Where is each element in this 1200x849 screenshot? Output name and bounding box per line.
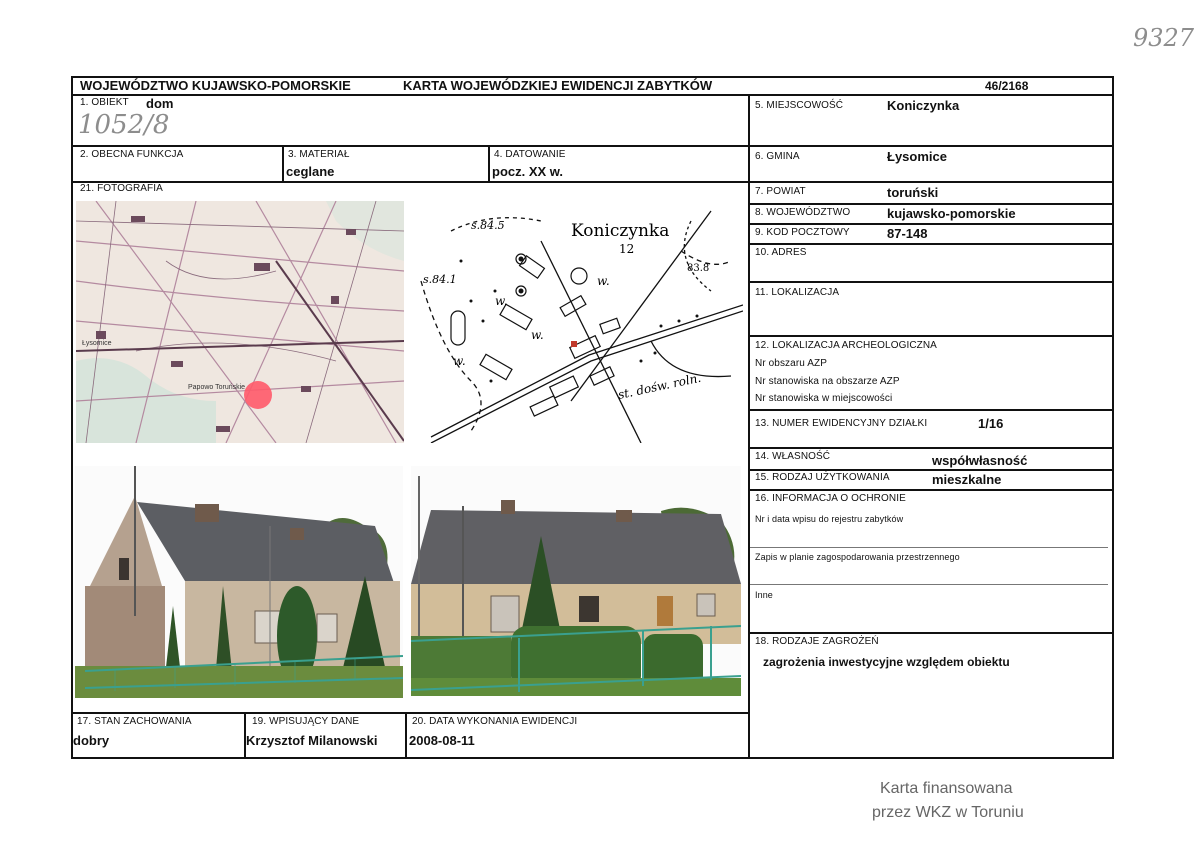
sketch-map (411, 201, 743, 443)
field-19-value: Krzysztof Milanowski (246, 733, 378, 748)
field-16-label: 16. INFORMACJA O OCHRONIE (755, 493, 906, 504)
sketch-title: Koniczynka (571, 221, 670, 241)
field-17-label: 17. STAN ZACHOWANIA (77, 716, 192, 727)
sketch-number: 12 (619, 242, 635, 256)
field-12-label: 12. LOKALIZACJA ARCHEOLOGICZNA (755, 340, 937, 351)
sketch-label-w2: w. (597, 274, 610, 288)
sketch-label-station: st. dośw. roln. (616, 370, 703, 402)
field-1-label: 1. OBIEKT (80, 97, 129, 108)
field-13-value: 1/16 (978, 416, 1004, 431)
field-17-value: dobry (73, 733, 110, 748)
field-14-value: współwłasność (932, 453, 1028, 468)
house-photo-front (411, 466, 741, 696)
field-12-azp-site: Nr stanowiska na obszarze AZP (755, 376, 900, 387)
field-5-value: Koniczynka (887, 98, 960, 113)
house-photo-side-drawing (75, 466, 403, 698)
field-18-threats (748, 632, 1114, 759)
topo-label-papowo: Papowo Toruńskie (188, 384, 246, 391)
field-3-value: ceglane (286, 164, 335, 179)
field-7-label: 7. POWIAT (755, 186, 806, 197)
house-photo-front-drawing (411, 466, 741, 696)
field-16-spatial-plan: Zapis w planie zagospodarowania przestrzennego (755, 552, 960, 562)
card-title: KARTA WOJEWÓDZKIEJ EWIDENCJI ZABYTKÓW (403, 78, 713, 93)
field-21-label: 21. FOTOGRAFIA (80, 183, 163, 194)
field-16-divider-2 (750, 584, 1108, 585)
field-18-value: zagrożenia inwestycyjne względem obiektu (763, 655, 1010, 669)
field-5-label: 5. MIEJSCOWOŚĆ (755, 100, 844, 111)
field-2-label: 2. OBECNA FUNKCJA (80, 149, 184, 160)
topo-label-lysomice: Łysomice (82, 340, 112, 347)
field-12-azp-area: Nr obszaru AZP (755, 358, 827, 369)
field-13-plot-number (748, 409, 1114, 449)
field-9-value: 87-148 (887, 226, 928, 241)
field-20-value: 2008-08-11 (409, 733, 475, 748)
registry-number: 1052/8 (78, 110, 170, 140)
funding-note-line2: przez WKZ w Toruniu (872, 804, 1024, 821)
funding-note-line1: Karta finansowana (880, 780, 1013, 797)
field-4-label: 4. DATOWANIE (494, 149, 566, 160)
field-6-value: Łysomice (887, 149, 947, 164)
sketch-label-w1: w. (495, 294, 508, 308)
field-7-value: toruński (887, 185, 939, 200)
topographic-map-drawing (76, 201, 404, 443)
card-number: 46/2168 (985, 79, 1029, 93)
topographic-map (76, 201, 404, 443)
field-12-local-site: Nr stanowiska w miejscowości (755, 393, 893, 404)
sketch-label-s845: s.84.5 (471, 219, 505, 232)
field-20-label: 20. DATA WYKONANIA EWIDENCJI (412, 716, 578, 727)
field-16-other: Inne (755, 590, 773, 600)
field-16-register-entry: Nr i data wpisu do rejestru zabytków (755, 514, 904, 524)
field-11-label: 11. LOKALIZACJA (755, 287, 840, 298)
field-6-label: 6. GMINA (755, 151, 800, 162)
sketch-label-w4: w. (453, 354, 466, 368)
voivodeship-heading: WOJEWÓDZTWO KUJAWSKO-POMORSKIE (80, 78, 351, 93)
field-18-label: 18. RODZAJE ZAGROŻEŃ (755, 636, 879, 647)
location-marker (244, 381, 272, 409)
field-15-value: mieszkalne (932, 472, 1002, 487)
field-8-value: kujawsko-pomorskie (887, 206, 1016, 221)
field-3-label: 3. MATERIAŁ (288, 149, 350, 160)
field-15-label: 15. RODZAJ UŻYTKOWANIA (755, 472, 890, 483)
field-16-divider-1 (750, 547, 1108, 548)
field-10-label: 10. ADRES (755, 247, 807, 258)
sketch-label-s841: s.84.1 (423, 273, 457, 286)
field-4-value: pocz. XX w. (492, 164, 564, 179)
field-1-value: dom (146, 96, 174, 111)
field-13-label: 13. NUMER EWIDENCYJNY DZIAŁKI (755, 418, 928, 429)
field-9-label: 9. KOD POCZTOWY (755, 227, 850, 238)
field-19-label: 19. WPISUJĄCY DANE (252, 716, 360, 727)
sketch-map-drawing (411, 201, 743, 443)
field-8-label: 8. WOJEWÓDZTWO (755, 207, 851, 218)
house-photo-side (75, 466, 403, 698)
field-14-label: 14. WŁASNOŚĆ (755, 451, 831, 462)
sketch-label-elevation: 83.8 (687, 263, 710, 274)
sketch-label-w3: w. (531, 328, 544, 342)
archive-number: 9327 (1133, 24, 1195, 52)
